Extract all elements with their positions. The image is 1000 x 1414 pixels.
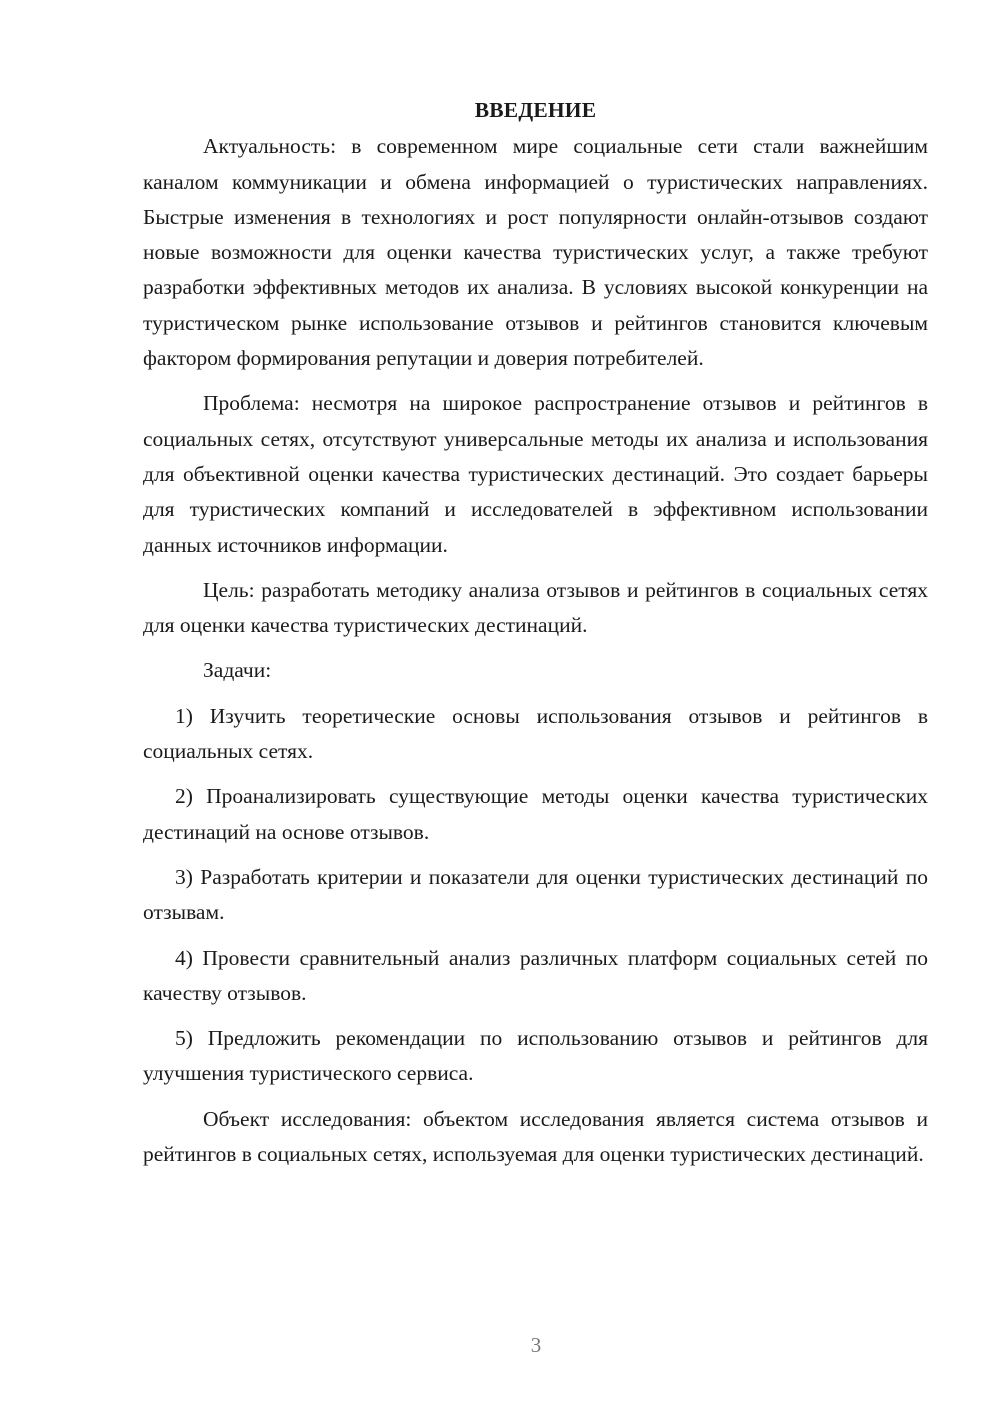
section-title: ВВЕДЕНИЕ [474, 98, 597, 122]
task-item-5: 5) Предложить рекомендации по использованию отзывов и рейтингов для улучшения туристического сервиса. [143, 1026, 928, 1086]
document-page [143, 93, 928, 1182]
paragraph-problem: Проблема: несмотря на широкое распространение отзывов и рейтингов в социальных сетях, отсутствуют универсальные методы их анализа и использования для объективной оценки качества туристических дестинаций. Это создает барьеры для туристических компаний и исследователей в эффективном использовании данных источников информации. [143, 391, 928, 557]
task-item-3: 3) Разработать критерии и показатели для оценки туристических дестинаций по отзывам. [143, 864, 928, 925]
paragraph-relevance: Актуальность: в современном мире социальные сети стали важнейшим каналом коммуникации и обмена информацией о туристических направлениях. Быстрые изменения в технологиях и рост популярности онлайн-отзывов создают новые возможности для оценки качества туристических услуг, а также требуют разработки эффективных методов их анализа. В условиях высокой конкуренции на туристическом рынке использование отзывов и рейтингов становится ключевым фактором формирования репутации и доверия потребителей. [143, 134, 928, 371]
tasks-heading: Задачи: [203, 658, 272, 683]
task-item-4: 4) Провести сравнительный анализ различных платформ социальных сетей по качеству отзывов. [143, 945, 928, 1005]
task-item-1: 1) Изучить теоретические основы использования отзывов и рейтингов в социальных сетях. [143, 703, 928, 764]
paragraph-goal: Цель: разработать методику анализа отзывов и рейтингов в социальных сетях для оценки качества туристических дестинаций. [143, 577, 928, 638]
page-number: 3 [530, 1333, 542, 1357]
task-item-2: 2) Проанализировать существующие методы оценки качества туристических дестинаций на основе отзывов. [143, 784, 928, 844]
paragraph-object: Объект исследования: объектом исследования является система отзывов и рейтингов в социальных сетях, используемая для оценки туристических дестинаций. [143, 1106, 928, 1167]
